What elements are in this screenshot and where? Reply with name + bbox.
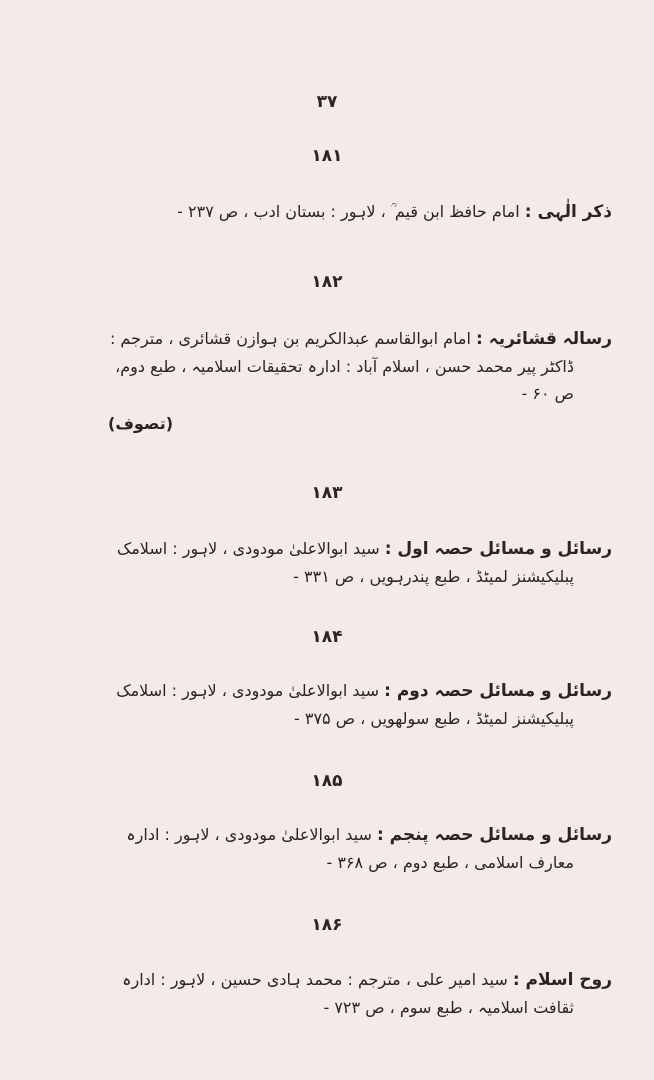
entry-title: روح اسلام : xyxy=(512,970,612,990)
entry-line xyxy=(66,535,612,563)
entry-line xyxy=(66,677,612,705)
entry-text: سید ابوالاعلیٰ مودودی ، لاہور : اسلامک xyxy=(116,681,380,700)
bibliography-entry xyxy=(66,325,612,407)
subject-label: (تصوف) xyxy=(108,414,174,433)
entry-line: معارف اسلامی ، طبع دوم ، ص ۳۶۸ - xyxy=(326,853,574,872)
entry-line: ڈاکٹر پیر محمد حسن ، اسلام آباد : ادارہ تحقیقات اسلامیہ ، طبع دوم، xyxy=(115,357,574,376)
entry-text: سید ابوالاعلیٰ مودودی ، لاہور : اسلامک xyxy=(116,539,380,558)
entry-line: پبلیکیشنز لمیٹڈ ، طبع پندرہویں ، ص ۳۳۱ - xyxy=(293,567,574,586)
entry-title: رسالہ قشائریہ : xyxy=(476,329,612,349)
entry-number: ۱۸۴ xyxy=(311,627,343,647)
entry-text: سید امیر علی ، مترجم : محمد ہادی حسین ، لاہور : ادارہ xyxy=(122,970,508,989)
entry-title: رسائل و مسائل حصہ اول : xyxy=(384,539,612,559)
entry-number: ۱۸۲ xyxy=(311,272,343,292)
entry-number: ۱۸۶ xyxy=(311,915,343,935)
entry-line: ص ۶۰ - xyxy=(521,384,574,403)
bibliography-entry xyxy=(66,966,612,1021)
bibliography-entry xyxy=(66,198,612,226)
entry-number: ۱۸۵ xyxy=(311,771,343,791)
bibliography-entry xyxy=(66,535,612,590)
entry-line xyxy=(66,821,612,849)
entry-line: ثقافت اسلامیہ ، طبع سوم ، ص ۷۲۳ - xyxy=(323,998,574,1017)
page-number: ۳۷ xyxy=(316,92,338,112)
bibliography-entry xyxy=(66,821,612,876)
entry-title: رسائل و مسائل حصہ دوم : xyxy=(384,681,612,701)
entry-number: ۱۸۳ xyxy=(311,483,343,503)
entry-title: ذکر الٰہی : xyxy=(524,202,612,222)
bibliography-entry xyxy=(66,677,612,732)
entry-line xyxy=(66,325,612,353)
entry-line: پبلیکیشنز لمیٹڈ ، طبع سولھویں ، ص ۳۷۵ - xyxy=(294,709,574,728)
entry-title: رسائل و مسائل حصہ پنجم : xyxy=(376,825,612,845)
entry-text: سید ابوالاعلیٰ مودودی ، لاہور : ادارہ xyxy=(126,825,372,844)
entry-line xyxy=(66,198,612,226)
entry-text: امام ابوالقاسم عبدالکریم بن ہوازن قشائری ، مترجم : xyxy=(109,329,471,348)
entry-text: امام حافظ ابن قیم ؒ ، لاہور : بستان ادب ، ص ۲۳۷ - xyxy=(177,202,520,221)
entry-line xyxy=(66,966,612,994)
entry-number: ۱۸۱ xyxy=(311,146,343,166)
